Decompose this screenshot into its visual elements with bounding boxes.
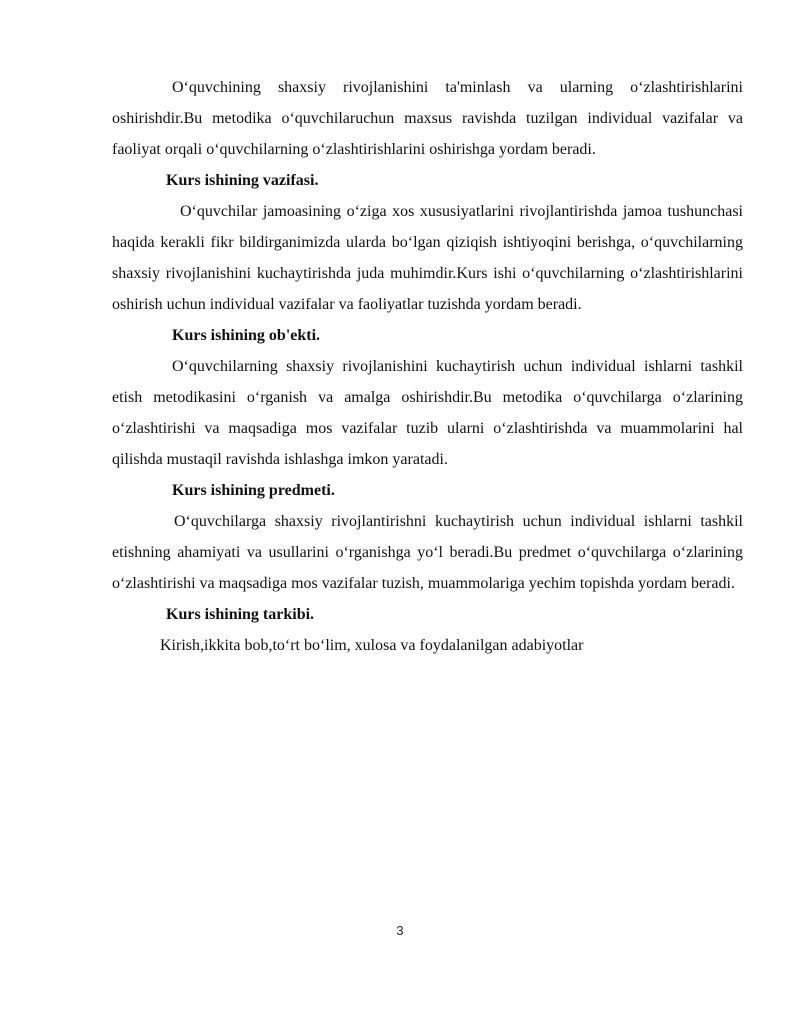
page-number: 3: [396, 923, 404, 938]
obekti-heading: Kurs ishining ob'ekti.: [172, 327, 321, 344]
vazifasi-paragraph: O‘quvchilar jamoasining o‘ziga xos xususiyatlarini rivojlantirishda jamoa tushunchasi haqida kerakli fikr bildirganimizda ularda bo‘lgan qiziqish ishtiyoqini berishga, o‘quvchilarning shaxsiy rivojlanishini kuchaytirishda juda muhimdir.Kurs ishi o‘quvchilarning o‘zlashtirishlarini oshirish uchun individual vazifalar va faoliyatlar tuzishda yordam beradi.: [112, 203, 743, 313]
tarkibi-heading: Kurs ishining tarkibi.: [166, 606, 315, 623]
obekti-paragraph: O‘quvchilarning shaxsiy rivojlanishini kuchaytirish uchun individual ishlarni tashkil etish metodikasini o‘rganish va amalga oshirishdir.Bu metodika o‘quvchilarga o‘zlarining o‘zlashtirishi va maqsadiga mos vazifalar tuzib ularni o‘zlashtirishda va muammolarini hal qilishda mustaqil ravishda ishlashga imkon yaratadi.: [112, 358, 743, 468]
predmeti-paragraph: O‘quvchilarga shaxsiy rivojlantirishni kuchaytirish uchun individual ishlarni tashkil etishning ahamiyati va usullarini o‘rganishga yo‘l beradi.Bu predmet o‘quvchilarga o‘zlarining o‘zlashtirishi va maqsadiga mos vazifalar tuzish, muammolariga yechim topishda yordam beradi.: [112, 513, 743, 592]
predmeti-heading: Kurs ishining predmeti.: [172, 482, 335, 499]
intro-paragraph: O‘quvchining shaxsiy rivojlanishini ta'minlash va ularning o‘zlashtirishlarini oshirishdir.Bu metodika o‘quvchilaruchun maxsus ravishda tuzilgan individual vazifalar va faoliyat orqali o‘quvchilarning o‘zlashtirishlarini oshirishga yordam beradi.: [112, 79, 743, 158]
vazifasi-heading: Kurs ishining vazifasi.: [166, 172, 319, 189]
tarkibi-paragraph: Kirish,ikkita bob,to‘rt bo‘lim, xulosa va foydalanilgan adabiyotlar: [160, 637, 584, 654]
page-body: [112, 72, 743, 661]
